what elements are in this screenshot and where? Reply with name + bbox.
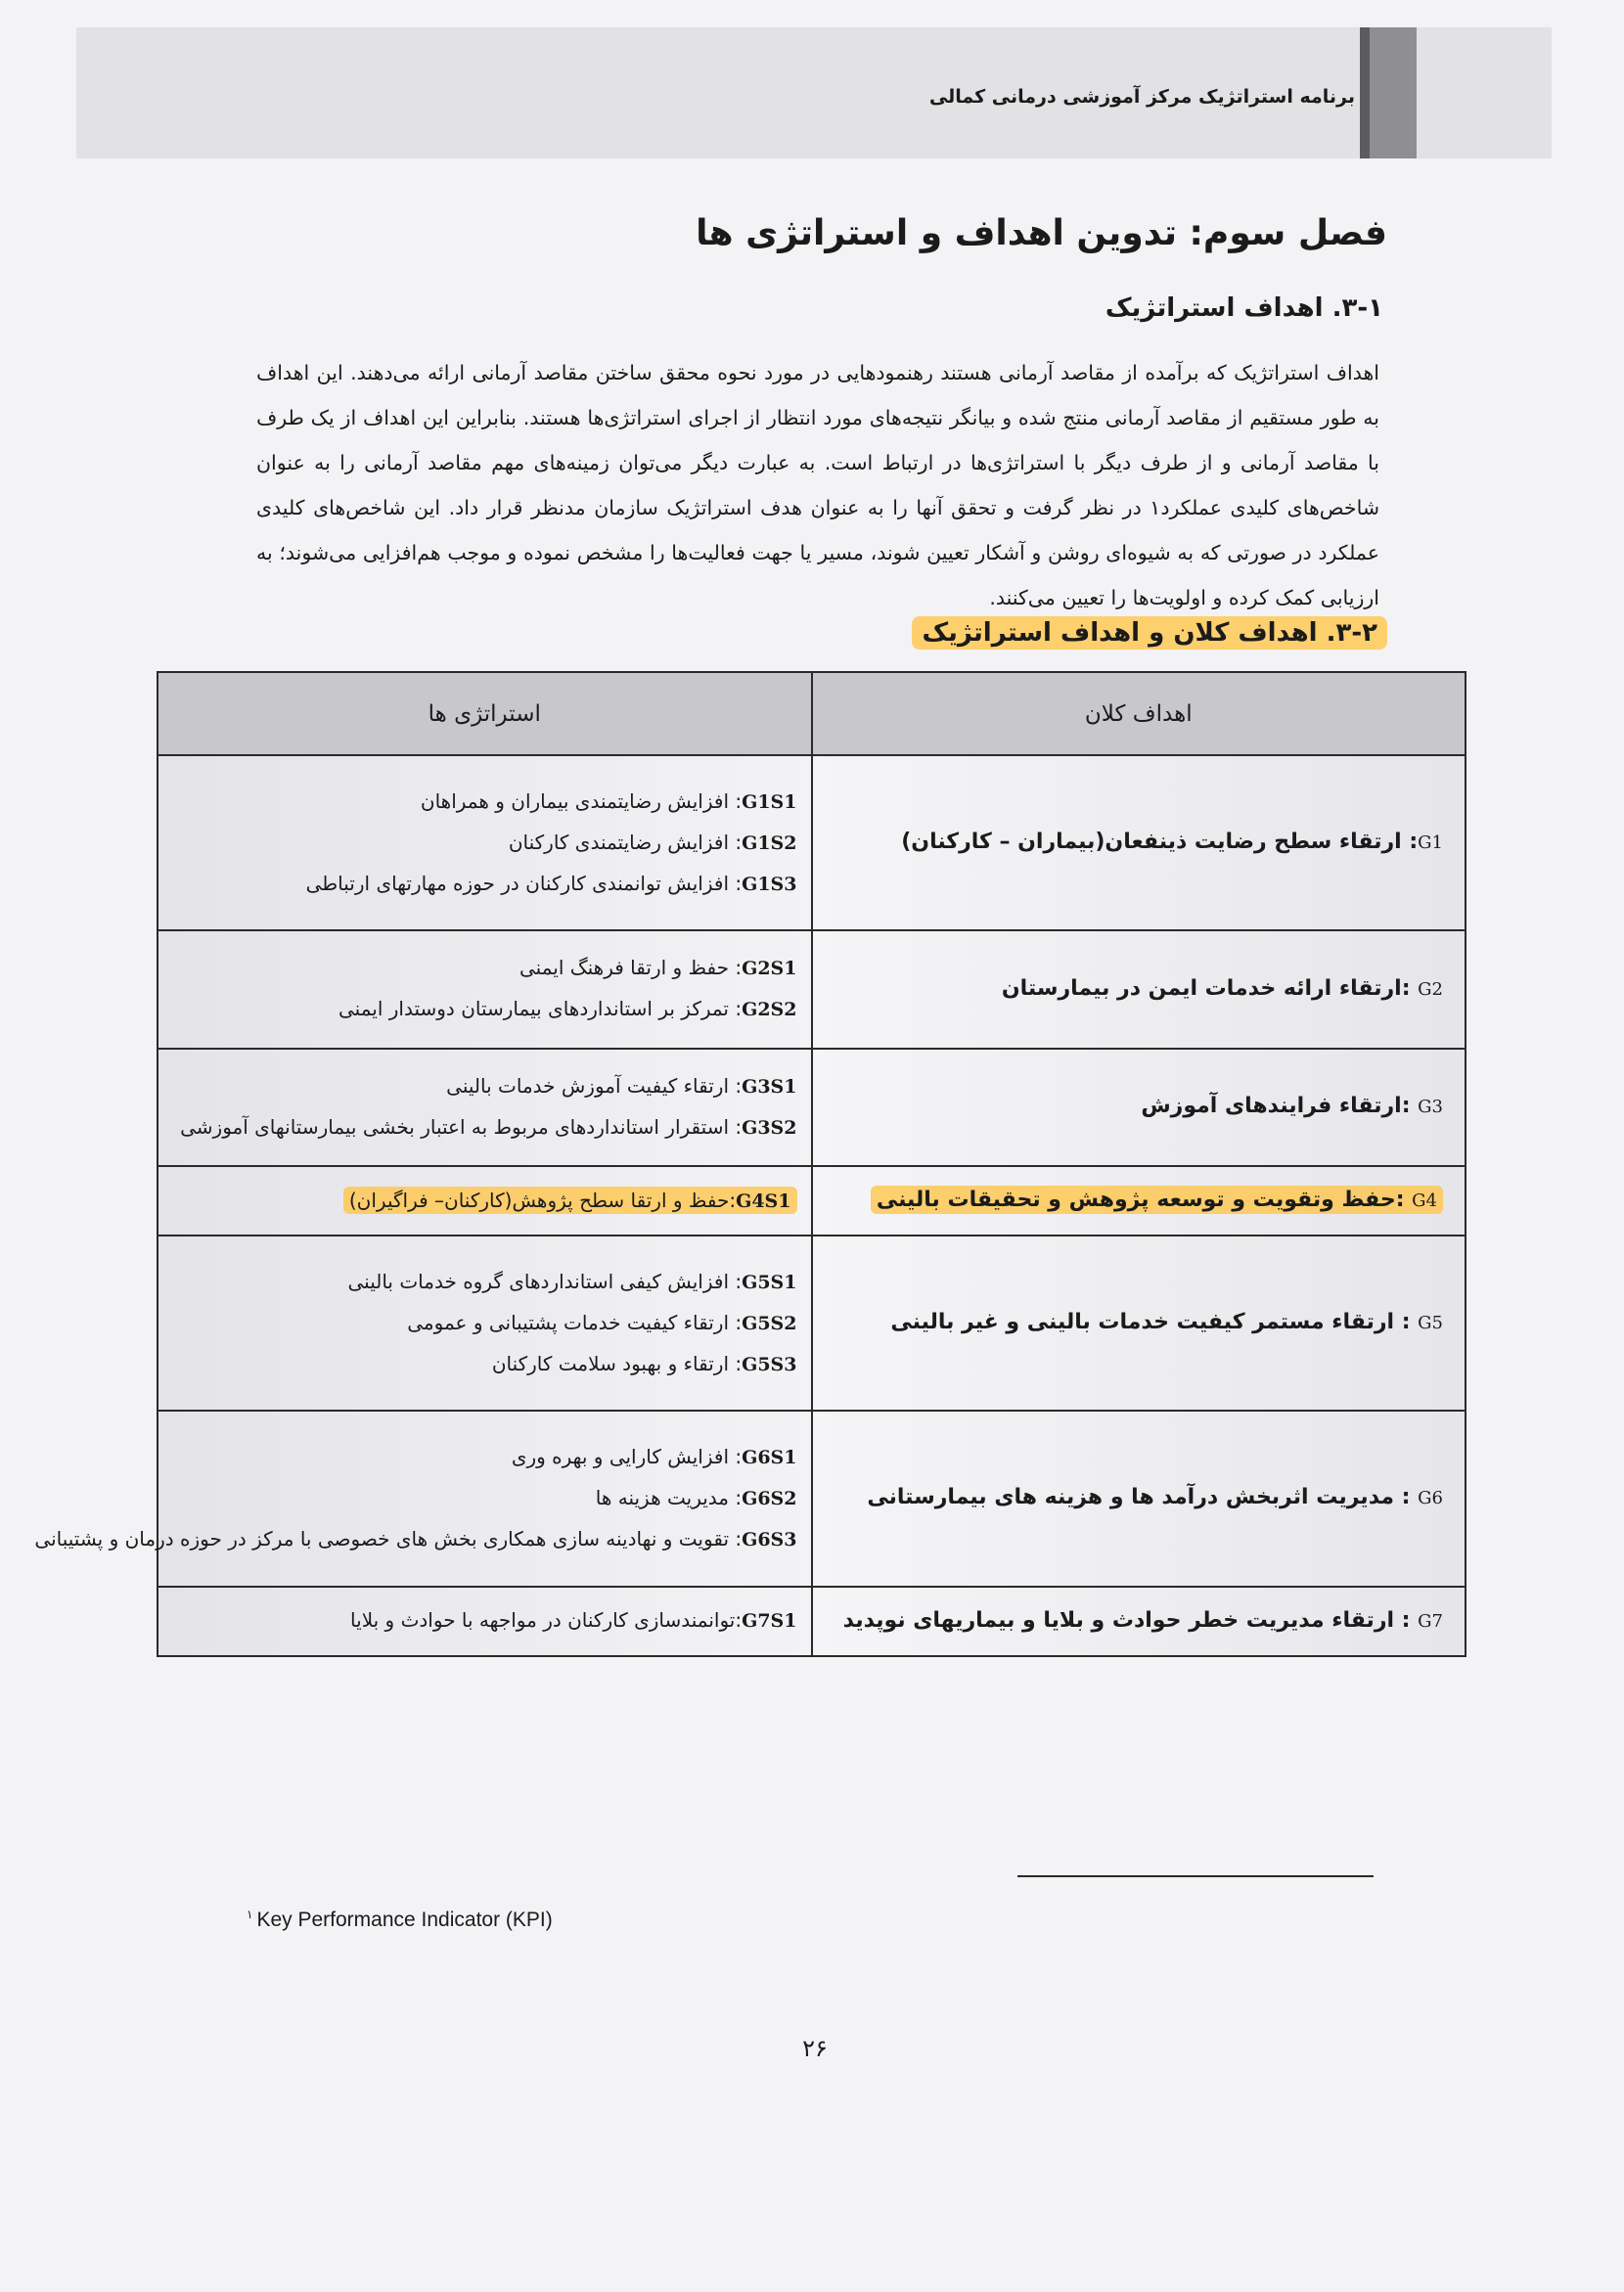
page-number: ۲۶ (802, 2035, 828, 2062)
strategy-text-wrap (446, 1074, 796, 1098)
goal-text: :حفظ وتقویت و توسعه پژوهش و تحقیقات بالینی (876, 1188, 1413, 1213)
section-2-title-text: ۳-۲. اهداف کلان و اهداف استراتژیک (912, 616, 1387, 650)
footnote-text: Key Performance Indicator (KPI) (256, 1909, 553, 1931)
strategy-code: G7S1 (742, 1610, 797, 1633)
strategy-code: G4S1 (736, 1190, 791, 1212)
strategy-text: : تمرکز بر استانداردهای بیمارستان دوستدار ایمنی (338, 997, 743, 1021)
strategies-cell (158, 930, 812, 1048)
strategy-text-wrap (421, 789, 797, 813)
strategy-code: G5S3 (742, 1353, 797, 1375)
goal-code: G4 (1412, 1191, 1437, 1212)
strategy-text: : ارتقاء کیفیت خدمات پشتیبانی و عمومی (407, 1310, 743, 1334)
strategy-item (172, 1303, 797, 1344)
goal-cell (812, 1411, 1466, 1586)
footnote-rule (1017, 1875, 1374, 1877)
goals-strategies-table (34, 671, 1466, 1657)
strategy-text-wrap (34, 1527, 796, 1550)
strategy-item (172, 1107, 797, 1148)
strategy-code: G5S1 (742, 1271, 797, 1293)
header-goals: اهداف کلان (812, 672, 1466, 755)
strategy-item (34, 1519, 797, 1560)
footnote (247, 1908, 553, 1932)
strategy-item (172, 989, 797, 1030)
goal-code: G1 (1418, 832, 1443, 854)
goal-text: : مدیریت اثربخش درآمد ها و هزینه های بیمارستانی (867, 1485, 1419, 1510)
strategy-text: : تقویت و نهادینه سازی همکاری بخش های خصوصی با مرکز در حوزه درمان و پشتیبانی (34, 1526, 743, 1550)
strategy-item (172, 1344, 797, 1385)
strategy-item (172, 1262, 797, 1303)
goal-text-wrap (890, 1310, 1443, 1334)
strategy-code: G5S2 (742, 1312, 797, 1334)
strategy-text-wrap (492, 1352, 797, 1375)
goal-cell (812, 1236, 1466, 1411)
strategy-text-wrap (343, 1187, 797, 1214)
section-2-title (912, 618, 1387, 648)
strategy-text-wrap (407, 1311, 796, 1334)
goal-text-wrap (1002, 976, 1443, 1001)
strategy-item (172, 1066, 797, 1107)
strategies-cell (158, 1166, 812, 1236)
strategy-text: : افزایش کارایی و بهره وری (511, 1444, 743, 1468)
strategy-text-wrap (338, 997, 796, 1020)
table-row (158, 1236, 1466, 1411)
strategy-text: :توانمندسازی کارکنان در مواجهه با حوادث و بلایا (350, 1608, 743, 1633)
section-1-title: ۳-۱. اهداف استراتژیک (1105, 293, 1383, 323)
strategy-code: G1S1 (742, 790, 797, 813)
table-row (158, 930, 1466, 1048)
strategy-text-wrap (509, 831, 797, 854)
goal-text-wrap (843, 1608, 1443, 1633)
strategy-text-wrap (350, 1608, 796, 1632)
running-header: برنامه استراتژیک مرکز آموزشی درمانی کمالی (928, 86, 1355, 108)
strategy-text-wrap (596, 1486, 797, 1509)
table-row (158, 1587, 1466, 1656)
strategy-text: : افزایش کیفی استانداردهای گروه خدمات بالینی (347, 1269, 743, 1293)
goal-text: :ارتقاء فرایندهای آموزش (1141, 1094, 1419, 1119)
strategy-item (172, 823, 797, 864)
goal-code: G6 (1418, 1488, 1443, 1509)
goal-cell (812, 1049, 1466, 1166)
strategy-item (172, 948, 797, 989)
strategy-code: G3S2 (742, 1116, 797, 1139)
goal-code: G7 (1418, 1610, 1443, 1632)
goal-cell (812, 1166, 1466, 1236)
strategy-text: : استقرار استانداردهای مربوط به اعتبار بخشی بیمارستانهای آموزشی (180, 1114, 743, 1139)
strategy-code: G1S3 (742, 873, 797, 895)
goal-text: : ارتقاء مستمر کیفیت خدمات بالینی و غیر بالینی (890, 1310, 1419, 1335)
strategy-text-wrap (519, 956, 797, 979)
goal-text: : ارتقاء مدیریت خطر حوادث و بلایا و بیماریهای نوپدید (842, 1607, 1419, 1633)
strategy-text-wrap (306, 872, 797, 895)
strategies-cell (158, 1049, 812, 1166)
table-row (158, 1049, 1466, 1166)
strategy-code: G3S1 (742, 1075, 797, 1098)
strategy-text-wrap (348, 1270, 797, 1293)
header-strategies: استراتژی ها (158, 672, 812, 755)
table-row (158, 755, 1466, 930)
strategy-text: : مدیریت هزینه ها (595, 1485, 743, 1509)
goal-text-wrap (871, 1186, 1443, 1214)
strategy-item (172, 864, 797, 905)
goal-code: G2 (1418, 978, 1443, 1000)
goal-text: : ارتقاء سطح رضایت ذینفعان(بیماران – کارکنان) (901, 830, 1419, 855)
goal-text: :ارتقاء ارائه خدمات ایمن در بیمارستان (1001, 975, 1419, 1001)
strategy-item (172, 782, 797, 823)
strategy-code: G6S2 (742, 1487, 797, 1509)
intro-paragraph: اهداف استراتژیک که برآمده از مقاصد آرمانی هستند رهنمودهایی در مورد نحوه محقق ساختن مقاصد آرمانی ارائه می‌دهند. این اهداف به طور مستقیم از مقاصد آرمانی منتج شده و بیانگر نتیجه‌های مورد انتظار از اجرای استراتژی‌ها هستند. بنابراین این اهداف از یک طرف با مقاصد آرمانی و از طرف دیگر با استراتژی‌ها در ارتباط است. به عبارت دیگر می‌توان زمینه‌های مهم مقاصد آرمانی را به عنوان شاخص‌های کلیدی عملکرد۱ در نظر گرفت و تحقق آنها را به عنوان هدف استراتژیک سازمان مدنظر قرار داد. این شاخص‌های کلیدی عملکرد در صورتی که به شیوه‌ای روشن و آشکار تعیین شوند، مسیر یا جهت فعالیت‌ها را مشخص نموده و موجب هم‌افزایی می‌شوند؛ به ارزیابی کمک کرده و اولویت‌ها را تعیین می‌کنند. (256, 361, 1379, 609)
strategy-code: G2S2 (742, 999, 797, 1021)
strategy-item (172, 1437, 797, 1478)
strategy-text: :حفظ و ارتقا سطح پژوهش(کارکنان– فراگیران) (348, 1188, 737, 1212)
strategy-text-wrap (512, 1445, 797, 1468)
strategy-item (172, 1181, 797, 1222)
strategy-item (172, 1478, 797, 1519)
strategy-code: G6S1 (742, 1446, 797, 1468)
strategies-cell (34, 1411, 812, 1586)
strategies-cell (158, 755, 812, 930)
strategy-text: : ارتقاء و بهبود سلامت کارکنان (491, 1351, 743, 1375)
goal-text-wrap (867, 1485, 1443, 1509)
goal-cell (812, 930, 1466, 1048)
strategy-text: : افزایش توانمندی کارکنان در حوزه مهارتهای ارتباطی (305, 871, 743, 895)
strategy-text: : افزایش رضایتمندی بیماران و همراهان (420, 788, 743, 813)
table-row (158, 1411, 1466, 1586)
footnote-marker: ۱ (247, 1908, 253, 1921)
goal-text-wrap (1141, 1094, 1443, 1118)
goal-cell (812, 1587, 1466, 1656)
strategies-cell (158, 1236, 812, 1411)
goal-text-wrap (901, 830, 1443, 854)
strategy-text: : افزایش رضایتمندی کارکنان (508, 830, 743, 854)
strategy-code: G6S3 (742, 1528, 797, 1550)
strategy-text: : ارتقاء کیفیت آموزش خدمات بالینی (446, 1073, 743, 1098)
strategy-item (172, 1600, 797, 1641)
chapter-title: فصل سوم: تدوین اهداف و استراتژی ها (696, 213, 1387, 253)
header-accent-edge (1360, 27, 1370, 158)
table-header-row (158, 672, 1466, 755)
goal-cell (812, 755, 1466, 930)
table-row (158, 1166, 1466, 1236)
goal-code: G3 (1418, 1097, 1443, 1118)
strategy-code: G1S2 (742, 831, 797, 854)
strategy-code: G2S1 (742, 958, 797, 980)
strategy-text: : حفظ و ارتقا فرهنگ ایمنی (519, 956, 743, 980)
goals-strategies-table-wrap (34, 671, 1466, 1657)
goal-code: G5 (1418, 1313, 1443, 1334)
strategy-text-wrap (180, 1115, 796, 1139)
strategies-cell (158, 1587, 812, 1656)
